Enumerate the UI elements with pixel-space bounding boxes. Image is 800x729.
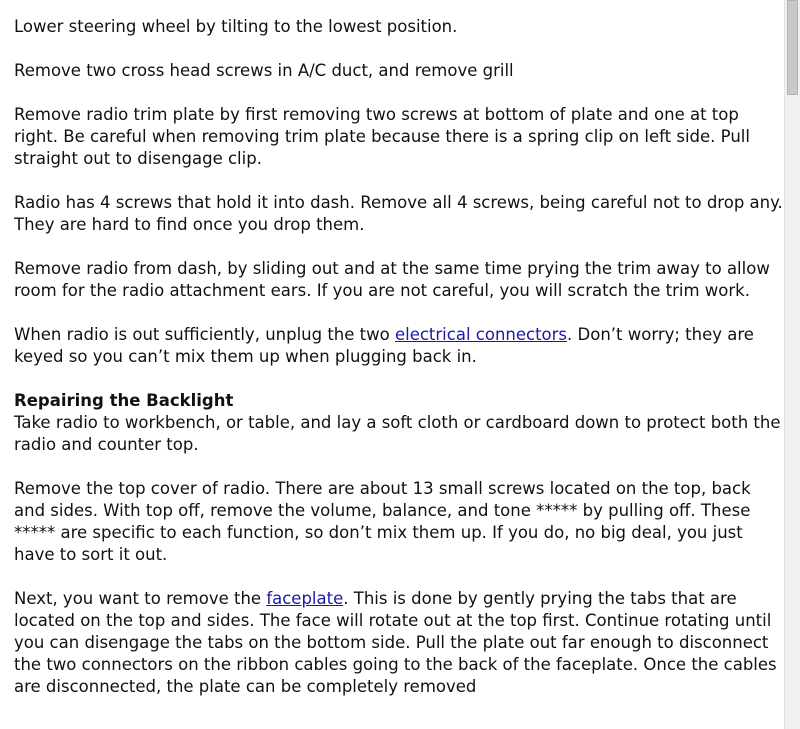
faceplate-text-after: . This is done by gently prying the tabs that are located on the top and sides. The face will rotate out at the top first. Continue rotating until you can disengage the tabs on the bottom side. Pull the plate out far enough to disconnect the two connectors on the ribbon cables going to the back of the faceplate. Once the cables are disconnected, the plate can be completely removed	[14, 589, 777, 696]
paragraph-workbench: Take radio to workbench, or table, and lay a soft cloth or cardboard down to protect both the radio and counter top.	[14, 413, 781, 454]
step-remove-radio-screws: Radio has 4 screws that hold it into dash. Remove all 4 screws, being careful not to drop any. They are hard to find once you drop them.	[14, 193, 783, 234]
step-unplug-text-before: When radio is out sufficiently, unplug the two	[14, 325, 395, 344]
step-unplug-text-after: . Don’t worry; they are keyed so you can’t mix them up when plugging back in.	[14, 325, 754, 366]
electrical-connectors-link[interactable]: electrical connectors	[394, 325, 568, 344]
step-remove-ac-duct-screws: Remove two cross head screws in A/C duct, and remove grill	[14, 61, 514, 80]
vertical-scrollbar[interactable]	[784, 0, 800, 729]
step-remove-trim-plate: Remove radio trim plate by first removing two screws at bottom of plate and one at top right. Be careful when removing trim plate because there is a spring clip on left side. Pull straight out to disengage clip.	[14, 105, 750, 168]
step-remove-radio-from-dash: Remove radio from dash, by sliding out and at the same time prying the trim away to allow room for the radio attachment ears. If you are not careful, you will scratch the trim work.	[14, 259, 770, 300]
faceplate-link[interactable]: faceplate	[266, 589, 344, 608]
paragraph-top-cover: Remove the top cover of radio. There are about 13 small screws located on the top, back and sides. With top off, remove the volume, balance, and tone ***** by pulling off. These ***** are specific to each function, so don’t mix them up. If you do, no big deal, you just have to sort it out.	[14, 479, 751, 564]
paragraph-faceplate	[14, 588, 784, 698]
step-unplug-connectors	[14, 324, 784, 368]
scrollbar-thumb[interactable]	[787, 0, 798, 95]
section-heading: Repairing the Backlight	[14, 391, 234, 410]
step-lower-steering-wheel: Lower steering wheel by tilting to the lowest position.	[14, 17, 458, 36]
faceplate-text-before: Next, you want to remove the	[14, 589, 267, 608]
